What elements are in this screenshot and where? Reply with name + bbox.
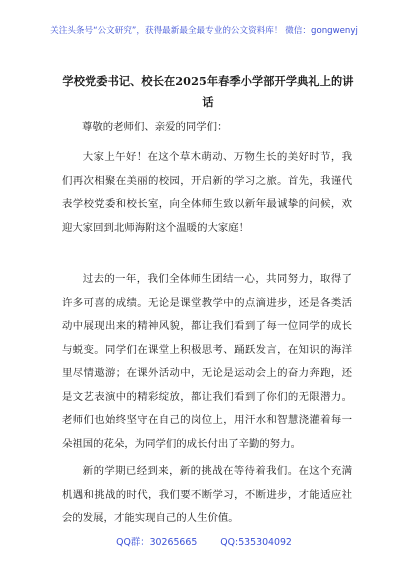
- header-notice: 关注头条号“公文研究”，获得最新最全最专业的公文资料库！ 微信：gongwenyj: [50, 26, 358, 36]
- footer-contacts: [0, 534, 408, 548]
- document-title: 学校党委书记、校长在2025年春季小学部开学典礼上的讲话: [62, 74, 354, 109]
- paragraph-3: 新的学期已经到来，新的挑战在等待着我们。在这个充满机遇和挑战的时代，我们要不断学习，不断进步，才能适应社会的发展，才能实现自己的人生价值。: [62, 465, 352, 524]
- footer-qq: QQ:535304092: [220, 537, 292, 548]
- paragraph-2: 过去的一年，我们全体师生团结一心，共同努力，取得了许多可喜的成绩。无论是课堂教学中的点滴进步，还是各类活动中展现出来的精神风貌，都让我们看到了每一位同学的成长与蜕变。同学们在课堂上积极思考、踊跃发言，在知识的海洋里尽情遨游；在课外活动中，无论是运动会上的奋力奔跑，还是文艺表演中的精彩绽放，都让我们看到了你们的无限潜力。老师们也始终坚守在自己的岗位上，用汗水和智慧浇灌着每一朵祖国的花朵，为同学们的成长付出了辛勤的努力。: [62, 273, 352, 450]
- footer-qq-group: QQ群：30265665: [116, 537, 198, 548]
- paragraph-1: 大家上午好！在这个草木萌动、万物生长的美好时节，我们再次相聚在美丽的校园，开启新的学习之旅。首先，我谨代表学校党委和校长室，向全体师生致以新年最诚挚的问候，欢迎大家回到北师海附这个温暖的大家庭！: [62, 151, 352, 234]
- greeting: 尊敬的老师们、亲爱的同学们：: [82, 121, 228, 133]
